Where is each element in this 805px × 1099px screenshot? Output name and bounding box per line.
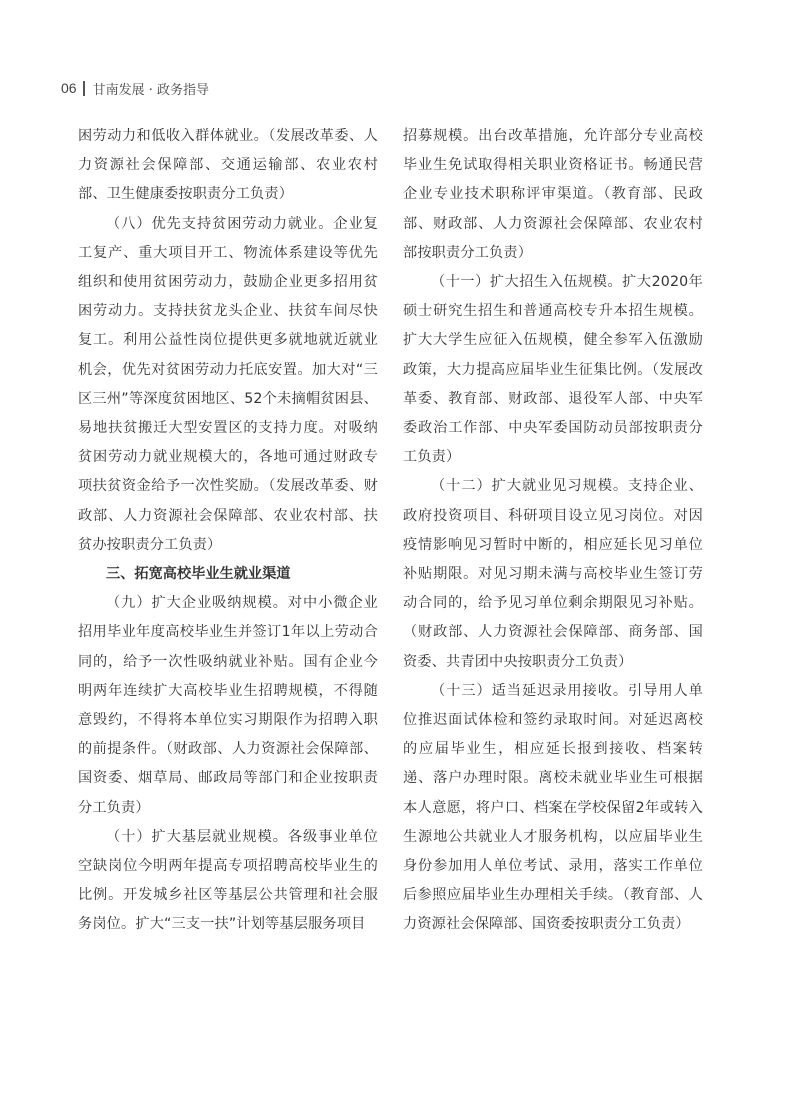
paragraph: （九）扩大企业吸纳规模。对中小微企业招用毕业年度高校毕业生并签订1年以上劳动合同的，给予一次性吸纳就业补贴。国有企业今明两年连续扩大高校毕业生招聘规模，不得随意毁约，不得将本单位实习期限作为招聘入职的前提条件。（财政部、人力资源社会保障部、国资委、烟草局、邮政局等部门和企业按职责分工负责） <box>78 595 378 816</box>
paragraph: （十）扩大基层就业规模。各级事业单位空缺岗位今明两年提高专项招聘高校毕业生的比例。开发城乡社区等基层公共管理和社会服务岗位。扩大“三支一扶”计划等基层服务项目 <box>78 828 378 933</box>
page-header <box>61 78 209 98</box>
right-column <box>403 122 703 940</box>
left-column <box>78 122 378 940</box>
paragraph: （八）优先支持贫困劳动力就业。企业复工复产、重大项目开工、物流体系建设等优先组织和使用贫困劳动力，鼓励企业更多招用贫困劳动力。支持扶贫龙头企业、扶贫车间尽快复工。利用公益性岗位提供更多就地就近就业机会，优先对贫困劳动力托底安置。加大对“三区三州”等深度贫困地区、52个未摘帽贫困县、易地扶贫搬迁大型安置区的支持力度。对吸纳贫困劳动力就业规模大的，各地可通过财政专项扶贫资金给予一次性奖励。（发展改革委、财政部、人力资源社会保障部、农业农村部、扶贫办按职责分工负责） <box>78 215 378 553</box>
section-title: 甘南发展 · 政务指导 <box>92 82 209 98</box>
section-heading: 三、拓宽高校毕业生就业渠道 <box>106 566 291 583</box>
paragraph: 招募规模。出台改革措施，允许部分专业高校毕业生免试取得相关职业资格证书。畅通民营企业专业技术职称评审渠道。（教育部、民政部、财政部、人力资源社会保障部、农业农村部按职责分工负责） <box>403 128 703 261</box>
paragraph: （十二）扩大就业见习规模。支持企业、政府投资项目、科研项目设立见习岗位。对因疫情影响见习暂时中断的，相应延长见习单位补贴期限。对见习期未满与高校毕业生签订劳动合同的，给予见习单位剩余期限见习补贴。（财政部、人力资源社会保障部、商务部、国资委、共青团中央按职责分工负责） <box>403 478 703 670</box>
paragraph: （十一）扩大招生入伍规模。扩大2020年硕士研究生招生和普通高校专升本招生规模。扩大大学生应征入伍规模，健全参军入伍激励政策，大力提高应届毕业生征集比例。（发展改革委、教育部、财政部、退役军人部、中央军委政治工作部、中央军委国防动员部按职责分工负责） <box>403 274 703 466</box>
paragraph: （十三）适当延迟录用接收。引导用人单位推迟面试体检和签约录取时间。对延迟离校的应届毕业生，相应延长报到接收、档案转递、落户办理时限。离校未就业毕业生可根据本人意愿，将户口、档案在学校保留2年或转入生源地公共就业人才服务机构，以应届毕业生身份参加用人单位考试、录用，落实工作单位后参照应届毕业生办理相关手续。（教育部、人力资源社会保障部、国资委按职责分工负责） <box>403 682 703 933</box>
page-number: 06 <box>61 80 77 96</box>
header-divider <box>83 81 85 96</box>
paragraph: 困劳动力和低收入群体就业。（发展改革委、人力资源社会保障部、交通运输部、农业农村部、卫生健康委按职责分工负责） <box>78 128 378 203</box>
